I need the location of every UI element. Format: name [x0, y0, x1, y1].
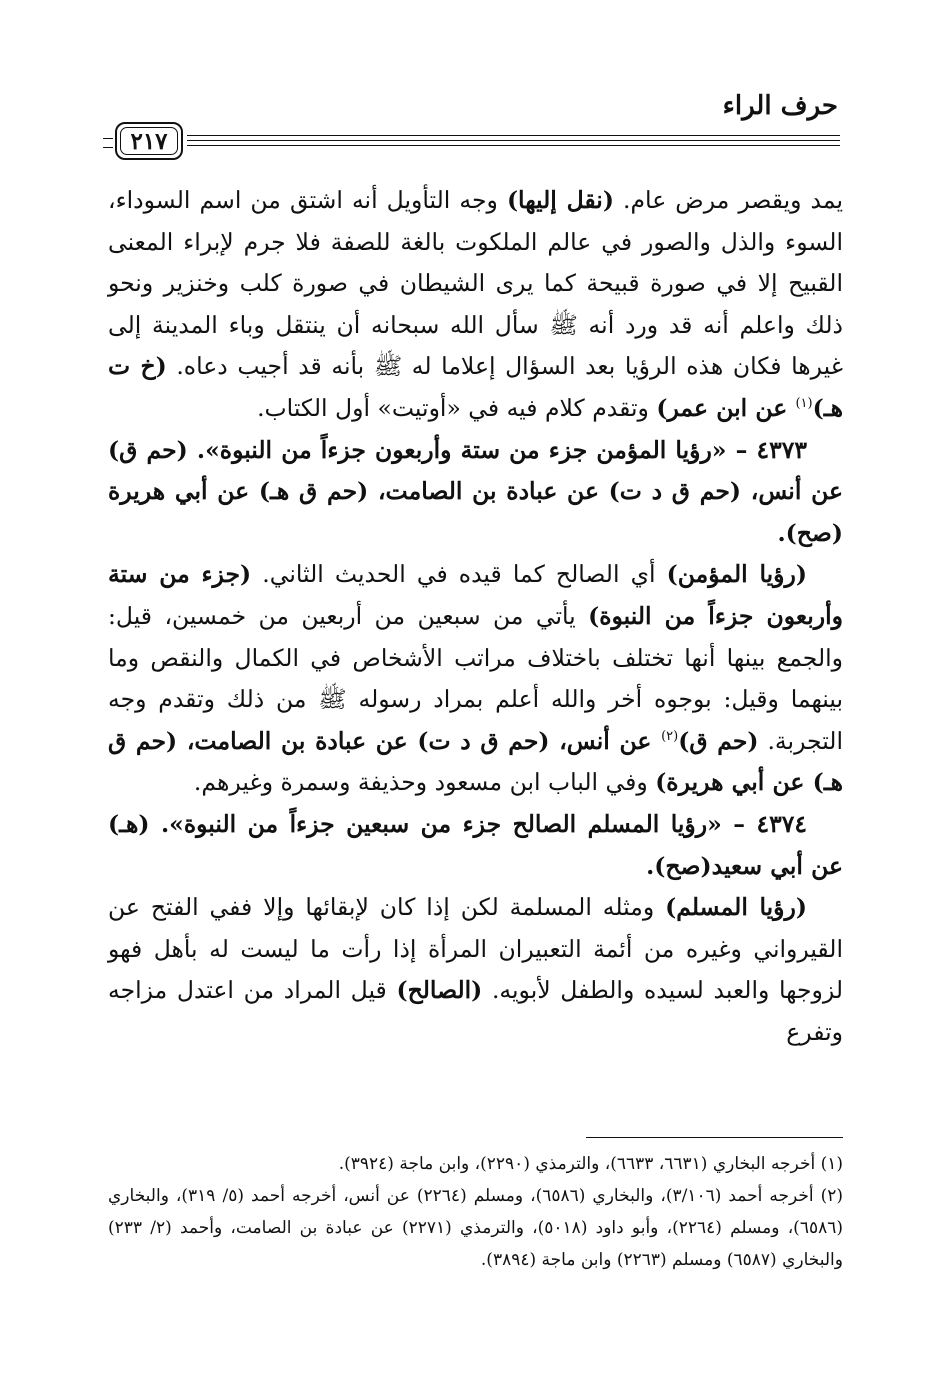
- hadith-number: ٤٣٧٣: [756, 435, 807, 464]
- bold-run: (رؤيا المسلم): [665, 893, 807, 922]
- text-run: ومثله المسلمة لكن إذا كان لإبقائها وإلا ففي الفتح عن القيرواني وغيره من أئمة التعبيران المرأة إذا رأت ما ليست له بأهل فهو لزوجها والعبد لسيده والطفل لأبويه.: [108, 893, 843, 1005]
- bold-run: (حم ق): [678, 726, 759, 755]
- text-run: يأتي من سبعين من أربعين من خمسين، قيل: والجمع بينها أنها تختلف باختلاف مراتب الأشخاص في الكمال والنقص وما بينهما وقيل: بوجوه أخر والله أعلم بمراد رسوله ﷺ من ذلك وتقدم وجه التجربة.: [108, 601, 843, 755]
- footnote-1: (١) أخرجه البخاري (٦٦٣١، ٦٦٣٣)، والترمذي (٢٢٩٠)، وابن ماجة (٣٩٢٤).: [338, 1154, 843, 1174]
- hadith-4373: [108, 430, 843, 555]
- hadith-text: – «رؤيا المؤمن جزء من ستة وأربعون جزءاً من النبوة». (حم ق) عن أنس، (حم ق د ت) عن عبادة بن الصامت، (حم ق هـ) عن أبي هريرة (صح).: [108, 435, 843, 547]
- hadith-number: ٤٣٧٤: [756, 809, 807, 838]
- chapter-title: حرف الراء: [722, 91, 838, 121]
- commentary-paragraph-2: [108, 554, 843, 804]
- bold-run: (الصالح): [396, 976, 483, 1005]
- commentary-paragraph-1: [108, 180, 843, 430]
- header-rule: [103, 122, 840, 162]
- bold-run: عن ابن عمر): [656, 393, 796, 422]
- hadith-4374: [108, 804, 843, 887]
- footnotes: [108, 1148, 843, 1276]
- commentary-paragraph-3: [108, 887, 843, 1053]
- text-run: أي الصالح كما قيده في الحديث الثاني.: [251, 560, 667, 589]
- main-text: [108, 180, 843, 1053]
- footnote-2: (٢) أخرجه أحمد (٣/١٠٦)، والبخاري (٦٥٨٦)، ومسلم (٢٢٦٤) عن أنس، أخرجه أحمد (٥/ ٣١٩)، والبخاري (٦٥٨٦)، ومسلم (٢٢٦٤)، وأبو داود (٥٠١٨)، والترمذي (٢٢٧١) عن عبادة بن الصامت، وأحمد (٢/ ٢٣٣) والبخاري (٦٥٨٧) ومسلم (٢٢٦٣) وابن ماجة (٣٨٩٤).: [108, 1186, 843, 1270]
- header-rule-lines: [187, 135, 840, 149]
- page-number: ٢١٧: [115, 122, 183, 160]
- text-run: قيل المراد من اعتدل مزاجه وتفرع: [108, 976, 843, 1046]
- header-rule-end: [103, 138, 113, 148]
- bold-run: (رؤيا المؤمن): [666, 560, 807, 589]
- text-run: وجه التأويل أنه اشتق من اسم السوداء، السوء والذل والصور في عالم الملكوت بالغة للصفة فلا جرم لإبراء المعنى القبيح إلا في صورة قبيحة كما يرى الشيطان في صورة كلب وخنزير ونحو ذلك واعلم أنه قد ورد أنه ﷺ سأل الله سبحانه أن ينتقل وباء المدينة إلى غيرها فكان هذه الرؤيا بعد السؤال إعلاما له ﷺ بأنه قد أجيب دعاه.: [108, 186, 843, 381]
- text-run: وفي الباب ابن مسعود وحذيفة وسمرة وغيرهم.: [193, 768, 656, 797]
- bold-run: (نقل إليها): [506, 186, 614, 214]
- footnote-ref-2[interactable]: (٢): [661, 728, 679, 744]
- bold-run: (جزء من ستة وأربعون جزءاً من النبوة): [108, 560, 843, 630]
- text-run: يمد ويقصر مرض عام.: [613, 186, 844, 214]
- footnote-separator: [586, 1137, 843, 1138]
- bold-run: عن أنس، (حم ق د ت) عن عبادة بن الصامت، (حم ق هـ) عن أبي هريرة): [108, 726, 843, 797]
- bold-run: (خ ت هـ): [108, 352, 843, 422]
- footnote-ref-1[interactable]: (١): [795, 396, 813, 412]
- text-run: وتقدم كلام فيه في «أوتيت» أول الكتاب.: [257, 393, 657, 422]
- hadith-text: – «رؤيا المسلم الصالح جزء من سبعين جزءاً من النبوة». (هـ) عن أبي سعيد(صح).: [108, 809, 843, 880]
